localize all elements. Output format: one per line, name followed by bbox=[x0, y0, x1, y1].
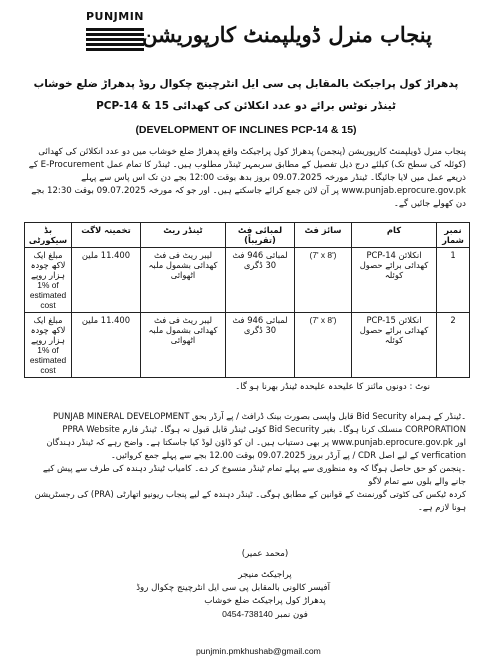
condition-line: اور www.punjab.eprocure.gov.pk پر بھی دستیاب ہیں۔ ان کو ڈاؤن لوڈ کیا جاسکتا ہے۔ واضح رہے کہ ٹینڈر دہندگان bbox=[46, 437, 466, 447]
cell-bid-security bbox=[25, 248, 72, 313]
bid-security-urdu: مبلغ ایک لاکھ چودہ ہزار روپے bbox=[30, 250, 66, 280]
cell-rate: لیبر ریٹ فی فٹ کھدائی بشمول ملبہ اٹھوائی bbox=[141, 313, 226, 378]
project-subtitle: پدھراڑ کول پراجیکٹ بالمقابل پی سی ایل انٹرچینج چکوال روڈ پدھراڑ ضلع خوشاب bbox=[33, 78, 459, 90]
address-line: پدھراڑ کول پراجیکٹ ضلع خوشاب bbox=[204, 596, 326, 606]
bid-security-percent: 1% of bbox=[37, 280, 59, 290]
cell-length: لمبائی 946 فٹ 30 ڈگری bbox=[226, 248, 295, 313]
signatory-designation: پراجیکٹ منیجر bbox=[238, 570, 292, 580]
address-line: آفیسر کالونی بالمقابل پی سی ایل انٹرچینج چکوال روڈ bbox=[136, 583, 330, 593]
phone-label: فون نمبر bbox=[275, 610, 308, 620]
signatory-name: (محمد عمیر) bbox=[241, 549, 289, 559]
cell-work: انکلائن PCP-15 کھدائی برائے حصول کوئلہ bbox=[352, 313, 437, 378]
phone-line bbox=[200, 608, 330, 622]
notice-title: ٹینڈر نوٹس برائے دو عدد انکلائن کی کھدائی PCP-14 & 15 bbox=[96, 100, 396, 112]
email-address[interactable]: punjmin.pmkhushab@gmail.com bbox=[196, 646, 321, 656]
organization-title: پنجاب منرل ڈویلپمنٹ کارپوریشن bbox=[142, 22, 432, 47]
condition-line: verfication کے لیے اصل CDR / پے آرڈر بروز 09.07.2025 بوقت 12.00 بجے سے پہلے جمع کروائیں۔ bbox=[110, 450, 466, 460]
table-row bbox=[25, 313, 470, 378]
condition-line: ۔ٹینڈر کے ہمراہ Bid Security قابل واپسی بصورت بینک ڈرافٹ / پے آرڈر بحق PUNJAB MINERAL DEVELOPMENT bbox=[52, 411, 466, 421]
punjmin-logo bbox=[80, 10, 150, 54]
header-cost: تخمینہ لاگت bbox=[72, 223, 141, 248]
cell-serial: 1 bbox=[437, 248, 470, 313]
header-work: کام bbox=[352, 223, 437, 248]
condition-line: ۔پنجمن کو حق حاصل ہوگا کہ وہ منظوری سے پہلے تمام ٹینڈر منسوخ کر دے۔ کامیاب ٹینڈر دہندہ کی طرف سے پیش کیے جانے والے بلوں سے تمام لاگو bbox=[42, 463, 466, 486]
conditions-block bbox=[26, 410, 466, 530]
header-size: سائز فٹ bbox=[295, 223, 352, 248]
bid-security-basis: estimated cost bbox=[29, 355, 67, 375]
cell-bid-security bbox=[25, 313, 72, 378]
bid-security-percent: 1% of bbox=[37, 345, 59, 355]
header-bid-security: بڈ سیکورٹی bbox=[25, 223, 72, 248]
logo-stripes-icon bbox=[86, 28, 144, 52]
size-value: (7' x 8') bbox=[309, 250, 337, 260]
header-rate: ٹینڈر ریٹ bbox=[141, 223, 226, 248]
tender-table bbox=[24, 222, 470, 378]
phone-number: 0454-738140 bbox=[222, 609, 273, 619]
cell-rate: لیبر ریٹ فی فٹ کھدائی بشمول ملبہ اٹھوائی bbox=[141, 248, 226, 313]
cell-cost: 11.400 ملین bbox=[72, 248, 141, 313]
condition-line: CORPORATION منسلک کرنا ہوگا۔ بغیر Bid Security کوئی ٹینڈر قابل قبول نہ ہوگا۔ ٹینڈر فارم PPRA Website bbox=[62, 424, 466, 434]
header-length: لمبائی فٹ (تقریباً) bbox=[226, 223, 295, 248]
condition-line: کردہ ٹیکس کی کٹوتی گورنمنٹ کے قوانین کے مطابق ہوگی۔ ٹینڈر دہندہ کے لیے پنجاب ریونیو اتھارٹی (PRA) کی رجسٹریشن ہونا لازم ہے۔ bbox=[34, 489, 466, 512]
table-row bbox=[25, 248, 470, 313]
intro-paragraph: پنجاب منرل ڈویلپمنٹ کارپوریشن (پنجمن) پدھراڑ کول پراجیکٹ واقع پدھراڑ ضلع خوشاب میں دو عدد انکلائن کی کھدائی (کوئلہ کی سطح تک) کیلئے درج ذیل تفصیل کے مطابق سربمہر ٹینڈر مطلوب ہیں۔ ٹینڈر کا تمام عمل E-Procurement کے ذریعے عمل میں لایا جائیگا۔ ٹینڈر مورخہ 09.07.2025 بروز بدھ بوقت 12:00 بجے دن تک اس پاس سے پہلے www.punjab.eprocure.gov.pk پر آن لائن جمع کرائے جاسکتے ہیں۔ اور جو کہ مورخہ 09.07.2025 بوقت 12:30 بجے دن کھولے جائیں گے۔ bbox=[28, 147, 466, 209]
header-serial: نمبر شمار bbox=[437, 223, 470, 248]
logo-text: PUNJMIN bbox=[85, 10, 145, 23]
cell-work: انکلائن PCP-14 کھدائی برائے حصول کوئلہ bbox=[352, 248, 437, 313]
english-title: (DEVELOPMENT OF INCLINES PCP-14 & 15) bbox=[135, 124, 357, 136]
size-value: (7' x 8') bbox=[309, 315, 337, 325]
signature-block bbox=[136, 548, 330, 622]
cell-length: لمبائی 946 فٹ 30 ڈگری bbox=[226, 313, 295, 378]
bid-security-basis: estimated cost bbox=[29, 290, 67, 310]
table-header-row bbox=[25, 223, 470, 248]
cell-cost: 11.400 ملین bbox=[72, 313, 141, 378]
note-text: نوٹ : دونوں مائنز کا علیحدہ علیحدہ ٹینڈر بھرنا ہو گا۔ bbox=[235, 382, 430, 392]
cell-serial: 2 bbox=[437, 313, 470, 378]
cell-size bbox=[295, 313, 352, 378]
cell-size bbox=[295, 248, 352, 313]
bid-security-urdu: مبلغ ایک لاکھ چودہ ہزار روپے bbox=[30, 315, 66, 345]
